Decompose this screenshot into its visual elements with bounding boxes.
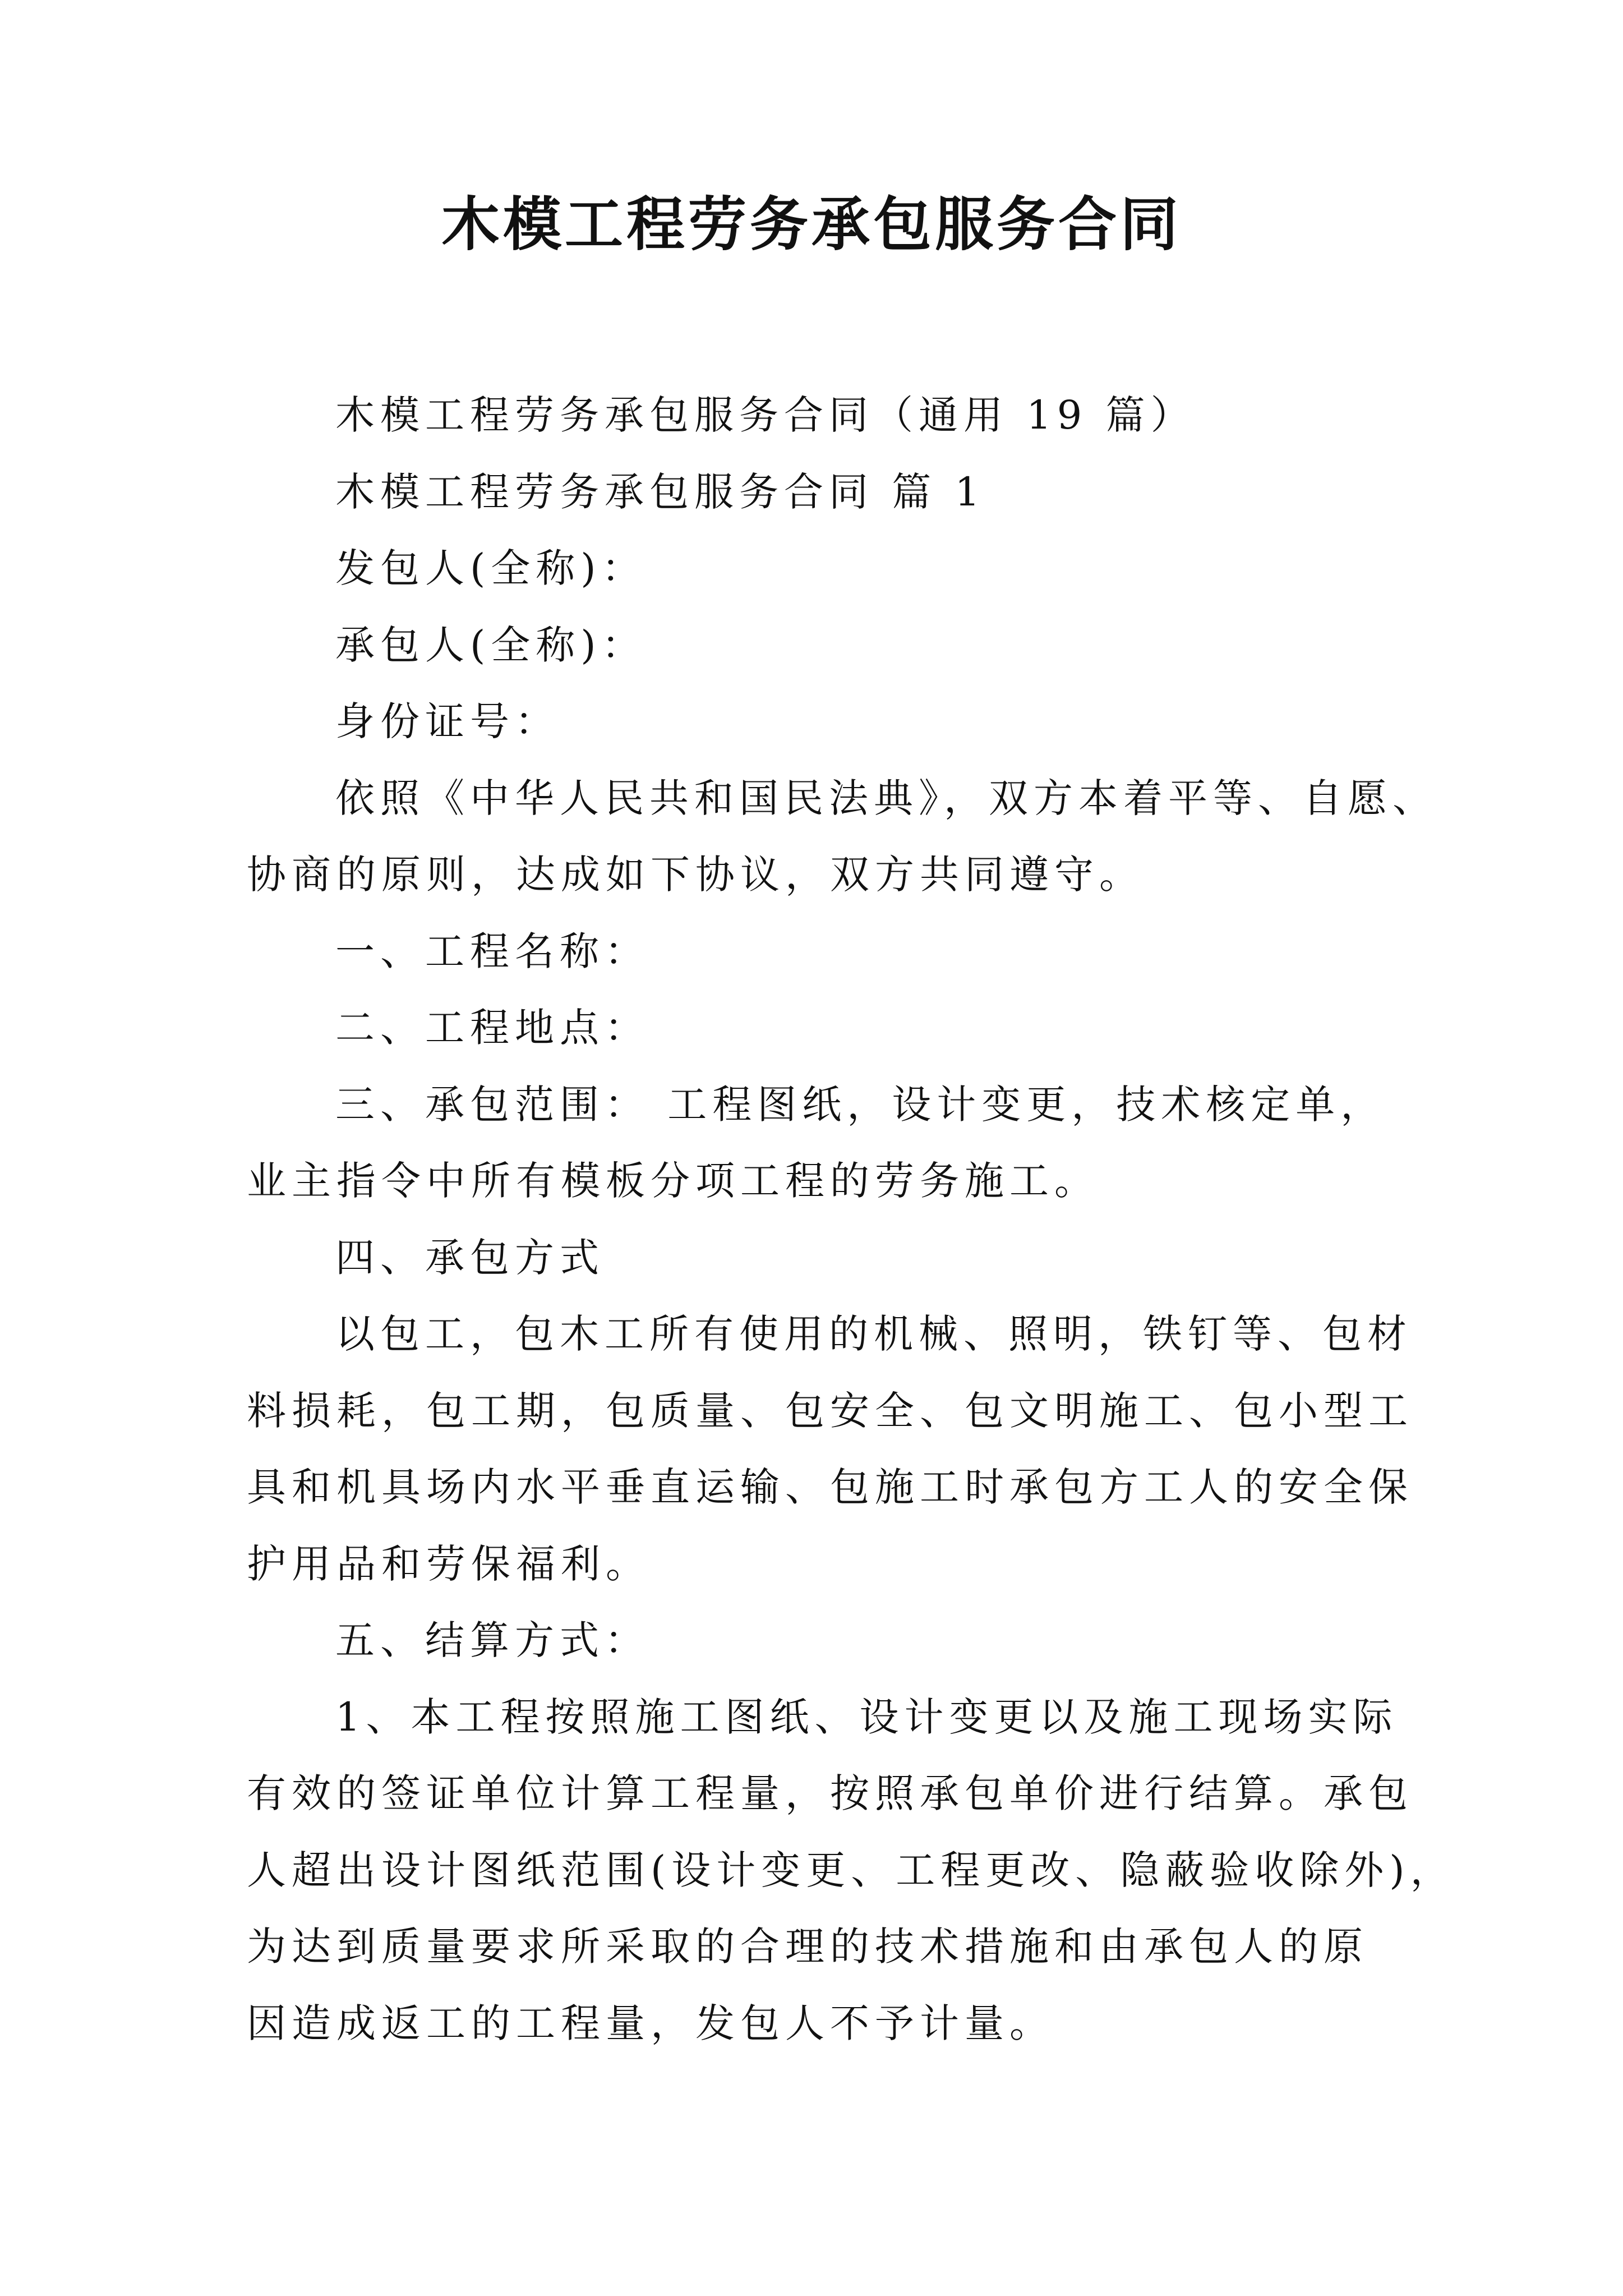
section-heading-line: 木模工程劳务承包服务合同 篇 1 (335, 469, 986, 515)
document-title: 木模工程劳务承包服务合同 (441, 190, 1182, 259)
clause-heading: 三、承包范围： 工程图纸，设计变更，技术核定单， (335, 1082, 1386, 1128)
paragraph-line: 以包工，包木工所有使用的机械、照明，铁钉等、包材 (335, 1311, 1412, 1357)
paragraph-line: 1、本工程按照施工图纸、设计变更以及施工现场实际 (335, 1694, 1398, 1740)
paragraph-line: 人超出设计图纸范围(设计变更、工程更改、隐蔽验收除外)， (247, 1847, 1455, 1893)
paragraph-line: 具和机具场内水平垂直运输、包施工时承包方工人的安全保 (247, 1464, 1413, 1510)
clause-heading: 四、承包方式 (335, 1235, 605, 1281)
clause-heading: 二、工程地点： (335, 1005, 649, 1051)
paragraph-line: 业主指令中所有模板分项工程的劳务施工。 (247, 1158, 1099, 1204)
paragraph-line: 护用品和劳保福利。 (247, 1541, 651, 1587)
clause-heading: 五、结算方式： (335, 1617, 649, 1663)
employer-field: 发包人(全称)： (335, 545, 647, 591)
paragraph-line: 料损耗，包工期，包质量、包安全、包文明施工、包小型工 (247, 1388, 1413, 1434)
contractor-field: 承包人(全称)： (335, 622, 647, 668)
paragraph-line: 依照《中华人民共和国民法典》，双方本着平等、自愿、 (335, 775, 1437, 821)
paragraph-line: 为达到质量要求所采取的合理的技术措施和由承包人的原 (247, 1924, 1368, 1970)
paragraph-line: 有效的签证单位计算工程量，按照承包单价进行结算。承包 (247, 1770, 1413, 1816)
paragraph-line: 因造成返工的工程量，发包人不予计量。 (247, 2000, 1054, 2046)
subtitle-line: 木模工程劳务承包服务合同（通用 19 篇） (335, 392, 1196, 438)
clause-heading: 一、工程名称： (335, 928, 649, 974)
paragraph-line: 协商的原则，达成如下协议，双方共同遵守。 (247, 852, 1144, 898)
id-number-field: 身份证号： (335, 698, 560, 744)
